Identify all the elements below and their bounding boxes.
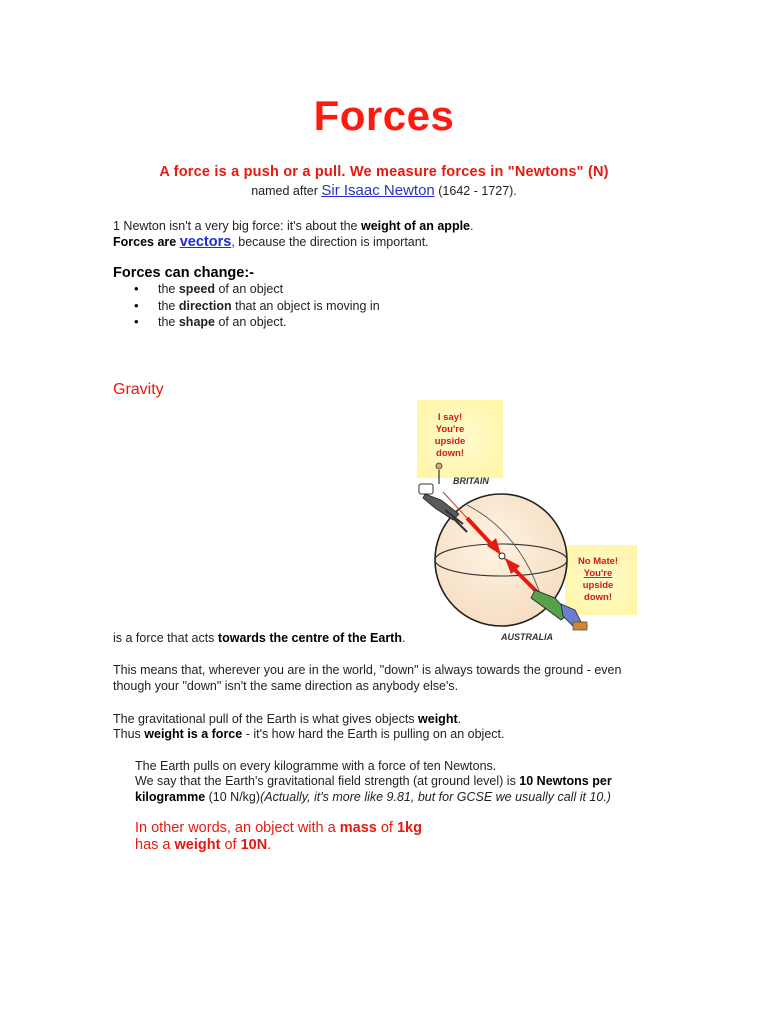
- bubble-bottom-line-1: No Mate!: [577, 556, 619, 567]
- named-after-line: [0, 182, 768, 199]
- label-britain: BRITAIN: [453, 476, 489, 486]
- named-after-pre: named after: [251, 184, 322, 198]
- earth-pulls-line: The Earth pulls on every kilogramme with a force of ten Newtons.: [135, 759, 497, 773]
- intro-line-2: [113, 234, 429, 250]
- weight-line: The gravitational pull of the Earth is what gives objects weight.: [113, 712, 462, 726]
- summary-line-2: has a weight of 10N.: [135, 837, 272, 853]
- intro-2-post: , because the direction is important.: [231, 235, 429, 249]
- intro-2-bold: Forces are: [113, 235, 180, 249]
- bubble-bottom-line-3: upside: [582, 580, 614, 591]
- intro-1-pre: 1 Newton isn't a very big force: it's about the: [113, 219, 361, 233]
- bubble-bottom-line-4: down!: [584, 592, 612, 603]
- forces-change-heading: Forces can change:-: [113, 265, 255, 281]
- page-title: Forces: [313, 92, 455, 139]
- bubble-top-line-3: upside: [434, 436, 466, 447]
- intro-1-post: .: [470, 219, 474, 233]
- earth-illustration-svg: [405, 400, 640, 645]
- list-item: • the direction that an object is moving in: [112, 298, 380, 315]
- earth-centre: [499, 553, 505, 559]
- list-item: • the shape of an object.: [112, 314, 380, 331]
- intro-1-bold: weight of an apple: [360, 219, 471, 233]
- bubble-top-line-2: You're: [435, 424, 465, 435]
- gravity-heading: Gravity: [113, 381, 164, 398]
- list-item: • the speed of an object: [112, 281, 380, 298]
- gravity-illustration: [405, 400, 640, 650]
- label-australia: AUSTRALIA: [501, 632, 553, 642]
- newton-link[interactable]: Sir Isaac Newton: [321, 182, 435, 199]
- gravity-definition: is a force that acts towards the centre of the Earth.: [113, 631, 406, 645]
- summary-line-1: In other words, an object with a mass of 1kg: [135, 820, 422, 836]
- intro-line-1: [113, 218, 474, 234]
- bubble-top-line-1: I say!: [437, 412, 463, 423]
- bubble-bottom-line-2: You're: [583, 568, 613, 579]
- thus-line: Thus weight is a force - it's how hard the Earth is pulling on an object.: [113, 727, 505, 741]
- forces-change-list: [112, 281, 380, 331]
- subtitle: A force is a push or a pull. We measure forces in "Newtons" (N): [159, 164, 609, 180]
- vectors-link[interactable]: vectors: [179, 234, 232, 250]
- bubble-top-line-4: down!: [436, 448, 464, 459]
- named-after-post: (1642 - 1727).: [434, 184, 517, 198]
- down-explanation: This means that, wherever you are in the world, "down" is always towards the ground - even though your "down" isn't the same direction as anybody else's.: [113, 663, 622, 693]
- field-strength-text: We say that the Earth's gravitational field strength (at ground level) is 10 Newtons per kilogramme (10 N/kg)(Actually, it's more like 9.81, but for GCSE we usually call it 10.): [135, 774, 612, 804]
